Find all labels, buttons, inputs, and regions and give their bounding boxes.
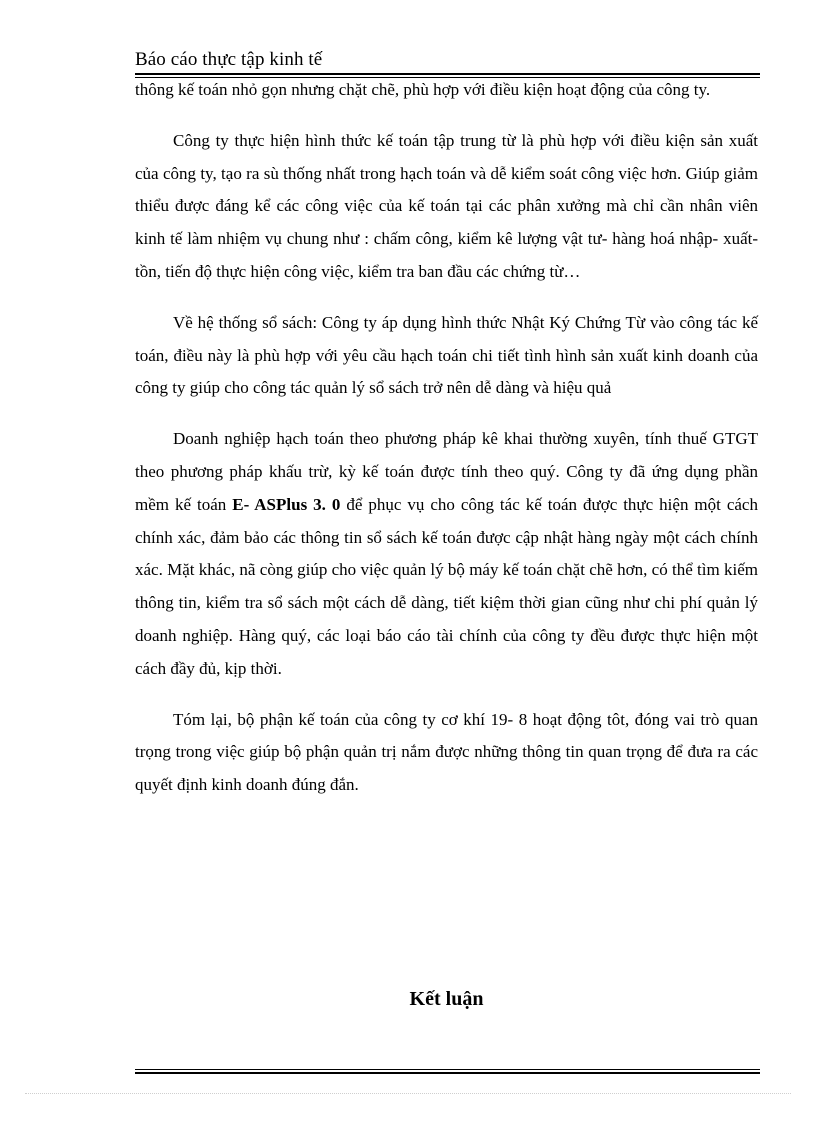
paragraph-accounting-form: Công ty thực hiện hình thức kế toán tập trung từ là phù hợp với điều kiện sản xuất của công ty, tạo ra sù thống nhất trong hạch toán và dễ kiểm soát công việc hơn. Giúp giảm thiểu được đáng kể các công việc của kế toán tại các phân xưởng mà chỉ cần nhân viên kinh tế làm nhiệm vụ chung như : chấm công, kiểm kê lượng vật tư- hàng hoá nhập- xuất- tồn, tiến độ thực hiện công việc, kiểm tra ban đầu các chứng từ… (135, 130, 758, 281)
paragraph-continuation: thông kế toán nhỏ gọn nhưng chặt chẽ, phù hợp với điều kiện hoạt động của công ty. (135, 80, 711, 99)
paragraph-bookkeeping-system: Về hệ thống sổ sách: Công ty áp dụng hình thức Nhật Ký Chứng Từ vào công tác kế toán, điều này là phù hợp với yêu cầu hạch toán chi tiết tình hình sản xuất kinh doanh của công ty giúp cho công tác quản lý sổ sách trở nên dễ dàng và hiệu quả (135, 312, 758, 398)
software-name: E- ASPlus 3. 0 (232, 494, 341, 514)
header-title: Báo cáo thực tập kinh tế (135, 49, 323, 70)
section-heading-conclusion: Kết luận (409, 988, 484, 1010)
page-edge-divider (25, 1093, 791, 1094)
footer-rule-thin (135, 1069, 760, 1070)
page-footer (135, 1069, 760, 1074)
paragraph-accounting-software: Doanh nghiệp hạch toán theo phương pháp kê khai thường xuyên, tính thuế GTGT theo phương pháp khấu trừ, kỳ kế toán được tính theo quý. Công ty đã ứng dụng phần mềm kế toán E- ASPlus 3. 0 để phục vụ cho công tác kế toán được thực hiện một cách chính xác, đảm bảo các thông tin sổ sách kế toán được cập nhật hàng ngày một cách chính xác. Mặt khác, nã còng giúp cho việc quản lý bộ máy kế toán chặt chẽ hơn, có thể tìm kiếm thông tin, kiểm tra sổ sách một cách dễ dàng, tiết kiệm thời gian cũng như chi phí quản lý doanh nghiệp. Hàng quý, các loại báo cáo tài chính của công ty đều được thực hiện một cách đầy đủ, kịp thời. (135, 429, 758, 678)
footer-rule-thick (135, 1072, 760, 1074)
paragraph-summary: Tóm lại, bộ phận kế toán của công ty cơ khí 19- 8 hoạt động tôt, đóng vai trò quan trọng trong việc giúp bộ phận quản trị nắm được những thông tin quan trọng để đưa ra các quyết định kinh doanh đúng đắn. (135, 709, 758, 795)
document-body (135, 74, 758, 820)
